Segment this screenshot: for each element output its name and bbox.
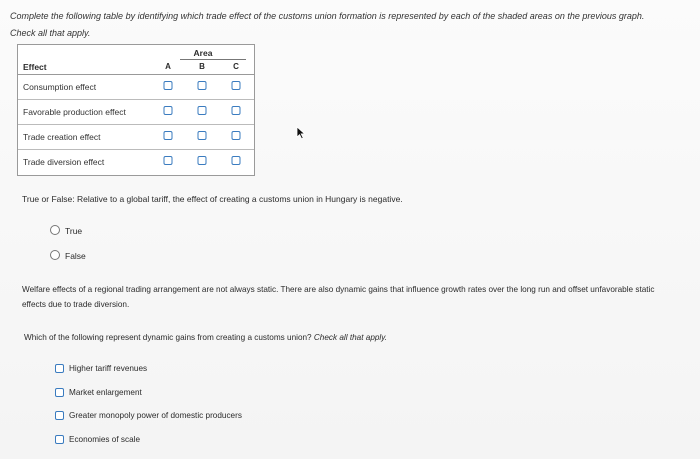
checkbox-trade-diversion-a[interactable] — [164, 156, 173, 165]
checkbox-trade-creation-b[interactable] — [198, 131, 207, 140]
question1-instructions: Complete the following table by identifying which trade effect of the customs union formation is represented by each of the shaded areas on the previous graph. Check all that apply. — [10, 11, 645, 38]
radio-label-false: False — [65, 251, 86, 261]
question2-prompt: True or False: Relative to a global tariff, the effect of creating a customs union in Hungary is negative. — [22, 194, 403, 204]
checkbox-icon[interactable] — [55, 388, 64, 397]
question3-prompt — [24, 333, 387, 342]
checkbox-icon[interactable] — [55, 411, 64, 420]
row-label: Trade diversion effect — [23, 157, 105, 167]
checkbox-icon[interactable] — [55, 435, 64, 444]
table-header — [18, 45, 254, 73]
checkbox-trade-diversion-b[interactable] — [198, 156, 207, 165]
question3-prompt-main: Which of the following represent dynamic gains from creating a customs union? — [24, 333, 314, 342]
question3-explanation: Welfare effects of a regional trading arrangement are not always static. There are also dynamic gains that influence growth rates over the long run and offset unfavorable static effects due to trade diversion. — [22, 285, 655, 309]
column-header-c: C — [233, 62, 239, 71]
table-row-trade-diversion-effect — [18, 150, 254, 174]
radio-circle-icon[interactable] — [50, 250, 60, 260]
row-label: Favorable production effect — [23, 107, 126, 117]
column-header-a: A — [165, 62, 171, 71]
checkbox-consumption-a[interactable] — [164, 81, 173, 90]
radio-label-true: True — [65, 226, 83, 236]
table-row-favorable-production-effect — [18, 100, 254, 125]
row-label: Consumption effect — [23, 82, 97, 92]
table-row-trade-creation-effect — [18, 125, 254, 150]
column-header-b: B — [199, 62, 205, 71]
effect-area-table — [17, 44, 255, 176]
area-column-header: Area — [193, 48, 213, 58]
check-label: Economies of scale — [69, 435, 140, 444]
mouse-pointer-icon — [296, 126, 308, 140]
checkbox-trade-creation-a[interactable] — [164, 131, 173, 140]
effect-column-header: Effect — [23, 62, 47, 72]
question3-prompt-emphasis: Check all that apply. — [313, 333, 388, 342]
checkbox-consumption-b[interactable] — [198, 81, 207, 90]
table-row-consumption-effect — [18, 75, 254, 100]
checkbox-trade-diversion-c[interactable] — [232, 156, 241, 165]
checkbox-favorable-production-b[interactable] — [198, 106, 207, 115]
check-label: Market enlargement — [69, 388, 142, 397]
checkbox-favorable-production-a[interactable] — [164, 106, 173, 115]
checkbox-icon[interactable] — [55, 364, 64, 373]
row-label: Trade creation effect — [23, 132, 101, 142]
check-label: Higher tariff revenues — [69, 364, 148, 373]
checkbox-favorable-production-c[interactable] — [232, 106, 241, 115]
area-header-underline — [180, 59, 246, 60]
check-label: Greater monopoly power of domestic producers — [69, 411, 242, 420]
checkbox-trade-creation-c[interactable] — [232, 131, 241, 140]
checkbox-consumption-c[interactable] — [232, 81, 241, 90]
radio-circle-icon[interactable] — [50, 225, 60, 235]
